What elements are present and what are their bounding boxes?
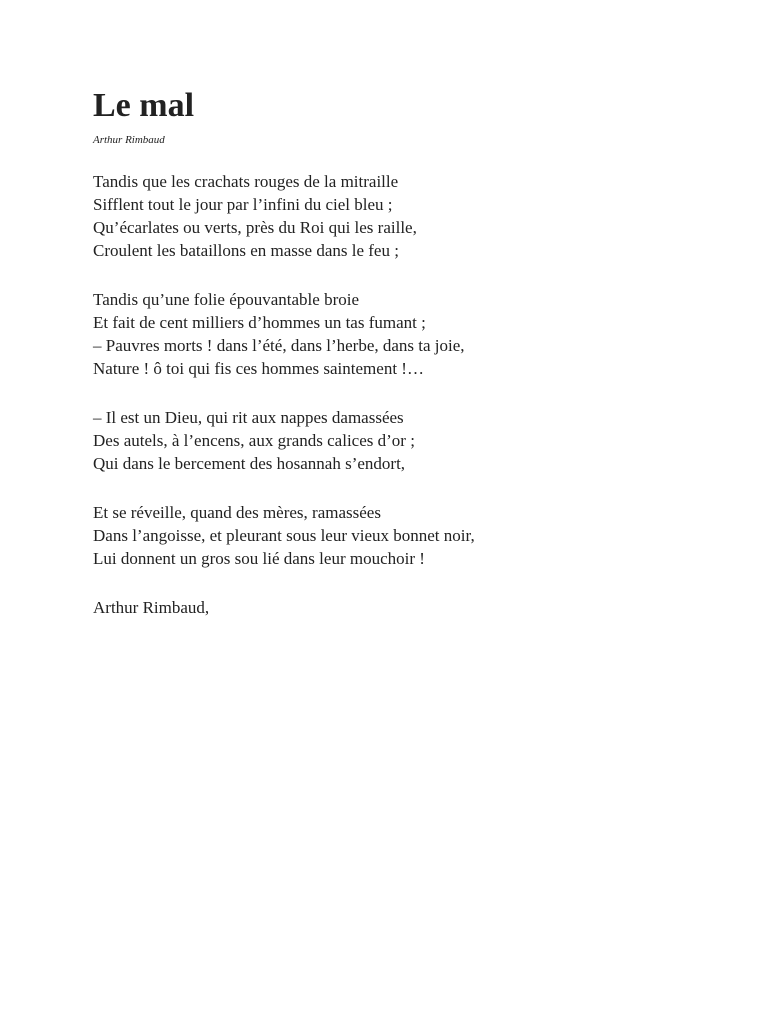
poem-line: Tandis que les crachats rouges de la mitraille (93, 172, 399, 191)
poem-line: Des autels, à l’encens, aux grands calices d’or ; (93, 431, 415, 450)
poem-line: Et se réveille, quand des mères, ramassées (93, 503, 381, 522)
poem-line: Sifflent tout le jour par l’infini du ciel bleu ; (93, 195, 393, 214)
poem-line: – Pauvres morts ! dans l’été, dans l’herbe, dans ta joie, (93, 336, 465, 355)
stanza (93, 288, 693, 380)
poem-author: Arthur Rimbaud (93, 134, 165, 146)
stanza (93, 406, 693, 475)
poem-line: Nature ! ô toi qui fis ces hommes saintement !… (93, 359, 424, 378)
document-page (93, 86, 693, 619)
poem-line: Qu’écarlates ou verts, près du Roi qui les raille, (93, 218, 417, 237)
stanza (93, 170, 693, 262)
poem-line: Dans l’angoisse, et pleurant sous leur vieux bonnet noir, (93, 526, 475, 545)
stanza (93, 501, 693, 570)
poem-line: Et fait de cent milliers d’hommes un tas fumant ; (93, 313, 426, 332)
poem-line: Croulent les bataillons en masse dans le feu ; (93, 241, 399, 260)
poem-title: Le mal (93, 87, 195, 124)
poem-line: Lui donnent un gros sou lié dans leur mouchoir ! (93, 549, 425, 568)
poem-signature: Arthur Rimbaud, (93, 598, 210, 617)
poem-line: Qui dans le bercement des hosannah s’endort, (93, 454, 406, 473)
poem-line: Tandis qu’une folie épouvantable broie (93, 290, 359, 309)
poem-body (93, 170, 693, 619)
poem-line: – Il est un Dieu, qui rit aux nappes damassées (93, 408, 404, 427)
